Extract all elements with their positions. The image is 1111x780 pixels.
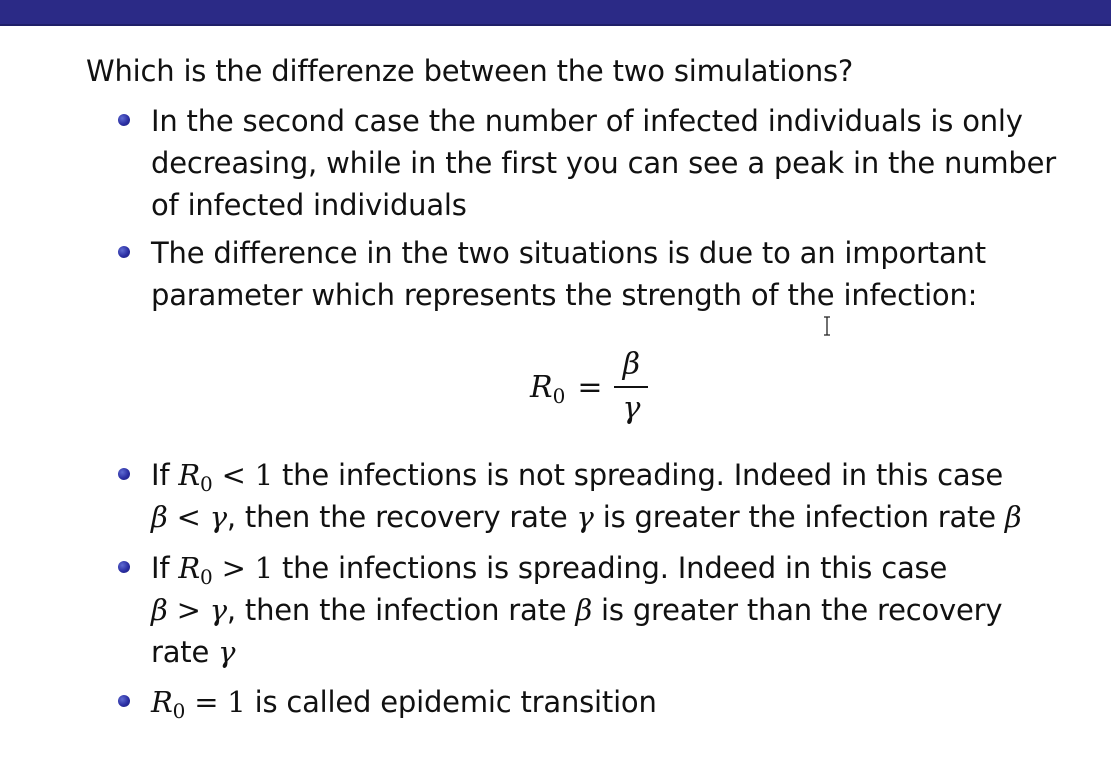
fraction-bar [614, 386, 648, 388]
formula-fraction [614, 346, 648, 428]
bullet-line: If $R_0 > 1$ the infections is spreading. Indeed in this case [151, 551, 948, 589]
bullet-dot-icon [118, 114, 130, 126]
bullet-line: parameter which represents the strength of the infection: [151, 278, 978, 312]
slide-content [0, 24, 1111, 780]
bullet-dot-icon [118, 695, 130, 707]
r0-formula [530, 342, 648, 432]
bullet-text [151, 232, 1021, 316]
bullet-dot-icon [118, 468, 130, 480]
bullet-text [151, 681, 1021, 723]
bullet-dot-icon [118, 561, 130, 573]
bullet-line: $R_0 = 1$ is called epidemic transition [151, 685, 657, 723]
question-text: Which is the differenze between the two simulations? [86, 54, 854, 88]
bullet-text [151, 454, 1021, 538]
bullet-line: If $R_0 < 1$ the infections is not spreading. Indeed in this case [151, 458, 1004, 496]
bullet-line: of infected individuals [151, 188, 467, 222]
text-cursor-icon [822, 316, 832, 336]
formula-numerator: β [622, 347, 641, 382]
formula-lhs: $R_0$ [530, 369, 566, 408]
formula-equals: = [577, 369, 603, 405]
bullet-line: decreasing, while in the first you can see a peak in the number [151, 146, 1057, 180]
bullet-text [151, 100, 1057, 226]
formula-denominator: γ [622, 391, 641, 426]
bullet-line: rate γ [151, 635, 236, 669]
bullet-line: β > γ, then the infection rate β is greater than the recovery [151, 593, 1003, 627]
bullet-dot-icon [118, 246, 130, 258]
bullet-line: β < γ, then the recovery rate γ is greater the infection rate β [151, 500, 1022, 534]
bullet-text [151, 547, 1021, 673]
bullet-line: The difference in the two situations is due to an important [151, 236, 986, 270]
bullet-line: In the second case the number of infected individuals is only [151, 104, 1023, 138]
header-bar [0, 0, 1111, 24]
